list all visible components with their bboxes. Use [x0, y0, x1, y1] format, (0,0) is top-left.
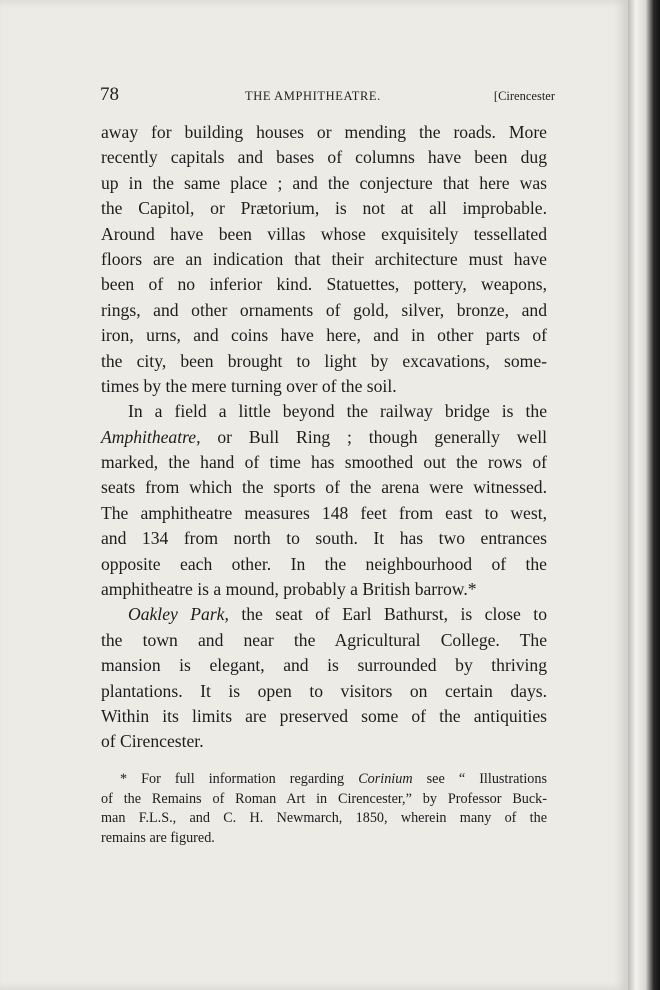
running-title: THE AMPHITHEATRE. — [245, 89, 381, 103]
text-line: amphitheatre is a mound, probably a British barrow.* — [101, 579, 477, 600]
emphasis-oakley-park: Oakley Park, — [128, 604, 229, 625]
text-line: marked, the hand of time has smoothed out the rows of — [101, 452, 547, 473]
text-line: mansion is elegant, and is surrounded by thriving — [101, 655, 547, 676]
paragraph-2 — [101, 399, 547, 602]
footnote — [101, 770, 547, 848]
text-line: rings, and other ornaments of gold, silver, bronze, and — [101, 299, 547, 320]
text-line: times by the mere turning over of the soil. — [101, 375, 397, 396]
text-line: up in the same place ; and the conjecture that here was — [101, 172, 547, 193]
text-line: the city, been brought to light by excavations, some- — [101, 350, 547, 371]
text-line: seats from which the sports of the arena were witnessed. — [101, 477, 547, 498]
text-line: floors are an indication that their architecture must have — [101, 248, 547, 269]
text-line: The amphitheatre measures 148 feet from east to west, — [101, 502, 547, 523]
text-segment: see “ Illustrations — [412, 771, 547, 787]
footnote-line: remains are figured. — [101, 829, 215, 846]
text-line: opposite each other. In the neighbourhood of the — [101, 553, 547, 574]
footnote-line — [101, 770, 547, 790]
emphasis-amphitheatre: Amphitheatre, — [101, 426, 201, 447]
page-number: 78 — [100, 84, 119, 105]
text-line: In a field a little beyond the railway bridge is the — [128, 401, 547, 422]
body-text — [101, 120, 547, 755]
text-line: the town and near the Agricultural College. The — [101, 629, 547, 650]
paragraph-3 — [101, 602, 547, 754]
text-line: Around have been villas whose exquisitely tessellated — [101, 223, 547, 244]
text-line: of Cirencester. — [101, 731, 204, 752]
text-line: and 134 from north to south. It has two entrances — [101, 528, 547, 549]
text-line: the Capitol, or Prætorium, is not at all improbable. — [101, 198, 547, 219]
text-line — [101, 425, 547, 450]
text-line: recently capitals and bases of columns have been dug — [101, 147, 547, 168]
section-label: [Cirencester — [493, 89, 555, 103]
text-segment: or Bull Ring ; though generally well — [200, 426, 547, 447]
text-line: Within its limits are preserved some of the antiquities — [101, 705, 547, 726]
emphasis-corinium: Corinium — [358, 771, 413, 787]
paragraph-1 — [101, 120, 547, 399]
text-segment: the seat of Earl Bathurst, is close to — [228, 604, 547, 625]
footnote-line: man F.L.S., and C. H. Newmarch, 1850, wherein many of the — [101, 810, 547, 827]
text-line: plantations. It is open to visitors on certain days. — [101, 680, 547, 701]
text-segment: * For full information regarding — [120, 771, 359, 787]
page-header — [100, 84, 555, 108]
text-line — [101, 602, 547, 627]
text-line: been of no inferior kind. Statuettes, pottery, weapons, — [101, 274, 547, 295]
footnote-line: of the Remains of Roman Art in Cirencester,” by Professor Buck- — [101, 790, 547, 807]
text-line: away for building houses or mending the roads. More — [101, 122, 547, 142]
text-line: iron, urns, and coins have here, and in other parts of — [101, 325, 547, 346]
page-edge — [628, 0, 660, 990]
